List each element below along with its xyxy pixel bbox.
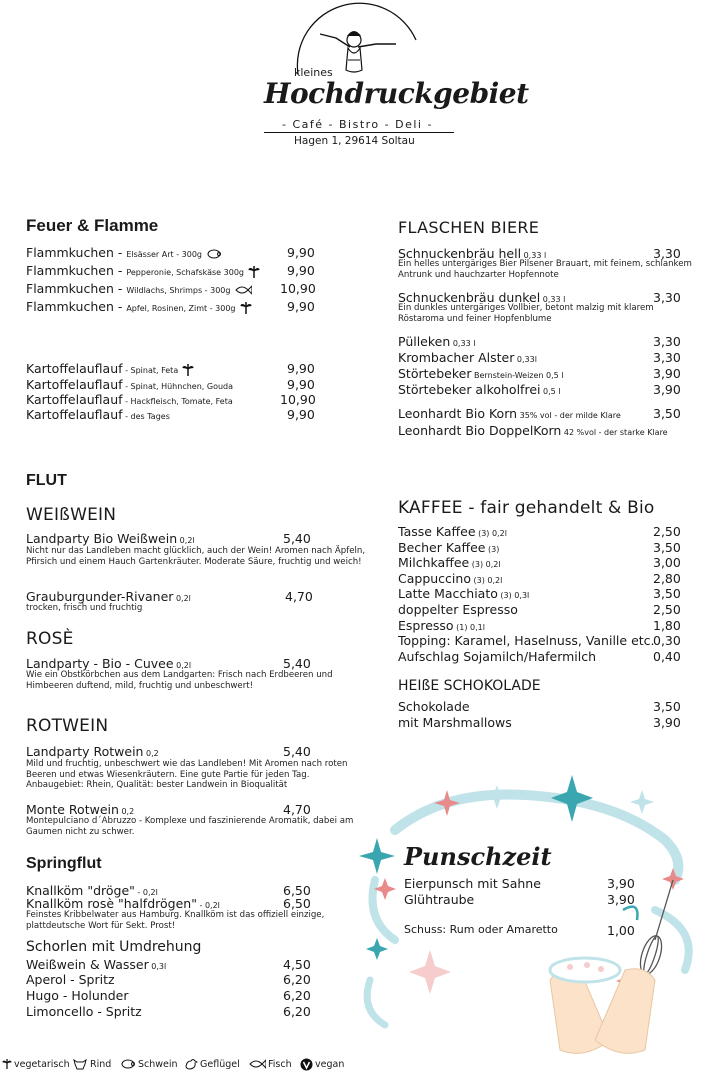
item-price: 5,40	[283, 744, 311, 759]
menu-item	[398, 649, 596, 664]
section-title-kaffee: KAFFEE - fair gehandelt & Bio	[398, 498, 655, 518]
item-name: Cappuccino	[398, 571, 471, 586]
item-detail: 42 %vol - der starke Klare	[561, 428, 668, 437]
menu-item	[398, 555, 501, 570]
item-price: 2,50	[653, 524, 681, 539]
menu-item	[398, 633, 655, 648]
section-title-springflut: Springflut	[26, 855, 102, 872]
item-price: 3,90	[653, 382, 681, 397]
item-price: 9,90	[287, 245, 315, 260]
item-name: Monte Rotwein	[26, 802, 119, 817]
item-name: Flammkuchen -	[26, 281, 127, 296]
item-detail: 0,33 l	[540, 295, 566, 304]
item-detail: 0,2l	[173, 594, 191, 603]
subsection-title-schokolade: HEIßE SCHOKOLADE	[398, 678, 541, 694]
menu-item	[26, 744, 159, 759]
item-price: 9,90	[287, 377, 315, 392]
item-detail: (3) 0,2l	[470, 576, 503, 585]
item-name: Landparty - Bio - Cuvee	[26, 656, 174, 671]
item-description: Feinstes Kribbelwater aus Hamburg. Knallköm ist das offiziell einzige, plattdeutsche Wort für Sekt. Prost!	[26, 910, 325, 931]
item-detail: 0,3l	[148, 962, 167, 971]
item-price: 1,80	[653, 618, 681, 633]
item-name: Krombacher Alster	[398, 350, 515, 365]
item-name: Knallköm "dröge"	[26, 883, 135, 898]
item-name: Limoncello - Spritz	[26, 1004, 142, 1019]
item-price: 3,00	[653, 555, 681, 570]
item-description: Wie ein Obstkörbchen aus dem Landgarten: Frisch nach Erdbeeren und Himbeeren duftend, mild, fruchtig und unbeschwert!	[26, 670, 333, 691]
legend-label: vegetarisch	[14, 1058, 70, 1070]
item-name: Landparty Bio Weißwein	[26, 531, 178, 546]
item-price: 6,20	[283, 1004, 311, 1019]
item-detail: 0,33 l	[450, 339, 476, 348]
menu-item: Eierpunsch mit Sahne	[404, 876, 541, 891]
fish-icon	[234, 285, 252, 295]
item-name: Espresso	[398, 618, 454, 633]
menu-item	[26, 988, 129, 1003]
item-price: 4,50	[283, 957, 311, 972]
item-price: 5,40	[283, 656, 311, 671]
menu-item	[398, 571, 502, 586]
item-detail: (1) 0,1l	[453, 623, 485, 632]
item-name: Flammkuchen -	[26, 263, 127, 278]
menu-item	[26, 299, 252, 314]
item-name: Weißwein & Wasser	[26, 957, 149, 972]
logo-rule	[264, 132, 454, 133]
item-price: 6,20	[283, 988, 311, 1003]
item-detail: Elsässer Art - 300g	[126, 250, 202, 259]
star-icon	[359, 838, 395, 874]
item-detail: Bernstein-Weizen 0,5 l	[471, 371, 564, 380]
logo	[258, 0, 529, 150]
vegetarian-icon	[2, 1058, 12, 1070]
item-detail: (3) 0,2l	[475, 529, 507, 538]
item-name: Schnuckenbräu dunkel	[398, 290, 541, 305]
item-name: Topping: Karamel, Haselnuss, Vanille etc.	[398, 633, 655, 648]
star-icon	[434, 790, 460, 816]
item-description: Mild und fruchtig, unbeschwert wie das Landleben! Mit Aromen nach roten Beeren und etwas Wiesenkräutern. Eine gute Partie für jeden Tag. Anbaugebiet: Rhein, Qualität: bester Landwein in Bioqualität	[26, 759, 348, 790]
legend-label: Geflügel	[200, 1058, 240, 1070]
vegetarian-icon	[248, 266, 260, 278]
item-price: 10,90	[280, 281, 316, 296]
item-name: Störtebeker alkoholfrei	[398, 382, 541, 397]
item-detail: Apfel, Rosinen, Zimt - 300g	[126, 304, 236, 313]
menu-item	[398, 366, 564, 381]
star-icon	[409, 950, 451, 994]
section-title-biere: FLASCHEN BIERE	[398, 218, 540, 237]
section-title-feuer: Feuer & Flamme	[26, 216, 159, 235]
beef-icon	[72, 1058, 88, 1070]
legend-item	[300, 1058, 344, 1071]
menu-item	[398, 423, 668, 438]
fish-icon	[248, 1058, 266, 1070]
item-detail: Wildlachs, Shrimps - 300g	[126, 286, 231, 295]
menu-item	[26, 656, 191, 671]
menu-item: mit Marshmallows	[398, 715, 512, 730]
pig-icon	[206, 249, 222, 259]
pinup-woman-illustration	[258, 0, 462, 80]
item-price: 0,30	[653, 633, 681, 648]
menu-item	[398, 350, 537, 365]
item-price: 3,90	[653, 715, 681, 730]
item-price: 3,50	[653, 540, 681, 555]
punch-cup-icon	[550, 958, 655, 1053]
item-name: Kartoffelauflauf	[26, 392, 123, 407]
legend-label: Schwein	[138, 1058, 178, 1070]
whisk-icon	[636, 880, 673, 977]
item-detail: Pepperonie, Schafskäse 300g	[126, 268, 244, 277]
menu-item	[398, 618, 485, 633]
menu-item	[26, 802, 134, 817]
address: Hagen 1, 29614 Soltau	[294, 135, 415, 147]
item-price: 3,50	[653, 586, 681, 601]
item-price: 3,90	[607, 892, 635, 907]
item-price: 6,20	[283, 972, 311, 987]
item-description: Ein helles untergäriges Bier Pilsener Brauart, mit feinem, schlankem Antrunk und hauchzarter Hopfennote	[398, 259, 692, 280]
item-name: Tasse Kaffee	[398, 524, 476, 539]
menu-item	[398, 406, 621, 421]
item-name: Hugo - Holunder	[26, 988, 129, 1003]
item-name: Grauburgunder-Rivaner	[26, 589, 174, 604]
item-price: 6,50	[283, 883, 311, 898]
menu-item	[398, 524, 507, 539]
punsch-decoration	[355, 770, 720, 1070]
item-name: Leonhardt Bio Korn	[398, 406, 518, 421]
star-icon	[366, 938, 388, 960]
section-title-flut: FLUT	[26, 472, 67, 489]
subsection-title-rotwein: ROTWEIN	[26, 716, 109, 736]
item-name: Schnuckenbräu hell	[398, 246, 522, 261]
legend-item	[72, 1058, 111, 1070]
item-name: Störtebeker	[398, 366, 472, 381]
item-detail: 35% vol - der milde Klare	[517, 411, 621, 420]
menu-item	[26, 377, 233, 392]
item-price: 3,90	[653, 366, 681, 381]
item-detail: (3)	[485, 545, 500, 554]
item-name: Flammkuchen -	[26, 245, 127, 260]
item-price: 9,90	[287, 407, 315, 422]
menu-item	[398, 334, 475, 349]
item-name: Kartoffelauflauf	[26, 377, 123, 392]
item-price: 2,50	[653, 602, 681, 617]
logo-kleines: kleines	[294, 66, 333, 79]
item-price: 2,80	[653, 571, 681, 586]
item-name: Pülleken	[398, 334, 451, 349]
item-name: Milchkaffee	[398, 555, 470, 570]
item-name: Kartoffelauflauf	[26, 361, 123, 376]
item-name: Kartoffelauflauf	[26, 407, 123, 422]
item-detail: 0,33 l	[521, 251, 547, 260]
item-detail: (3) 0,3l	[497, 591, 530, 600]
item-name: doppelter Espresso	[398, 602, 518, 617]
vegan-icon	[300, 1058, 313, 1071]
menu-item	[398, 586, 529, 601]
chicken-icon	[184, 1058, 198, 1070]
subsection-title-weisswein: WEIßWEIN	[26, 505, 117, 525]
item-price: 4,70	[285, 589, 313, 604]
menu-item	[398, 540, 499, 555]
menu-item	[26, 972, 115, 987]
menu-item	[26, 589, 191, 604]
legend-item	[120, 1058, 178, 1070]
item-name: Latte Macchiato	[398, 586, 498, 601]
menu-item	[26, 392, 233, 407]
legend-item	[184, 1058, 240, 1070]
item-name: Flammkuchen -	[26, 299, 127, 314]
item-price: 3,30	[653, 334, 681, 349]
menu-item	[26, 263, 260, 278]
logo-tagline: - Café - Bistro - Deli -	[282, 118, 433, 131]
item-detail: - Spinat, Feta	[122, 366, 179, 375]
menu-item: Glühtraube	[404, 892, 475, 907]
legend-label: Fisch	[268, 1058, 292, 1070]
item-detail: - 0,2l	[196, 901, 220, 910]
item-description: trocken, frisch und fruchtig	[26, 603, 143, 613]
item-name: Aperol - Spritz	[26, 972, 115, 987]
item-price: 6,50	[283, 896, 311, 911]
menu-item	[26, 896, 220, 911]
item-detail: - 0,2l	[134, 888, 158, 897]
subsection-title-schorlen: Schorlen mit Umdrehung	[26, 939, 202, 955]
legend-item	[248, 1058, 292, 1070]
item-detail: 0,2l	[177, 536, 195, 545]
item-detail: - Spinat, Hühnchen, Gouda	[122, 382, 234, 391]
vegetarian-icon	[240, 302, 252, 314]
item-price: 1,00	[607, 923, 635, 938]
legend-label: vegan	[315, 1059, 345, 1070]
menu-item	[398, 382, 561, 397]
item-price: 9,90	[287, 263, 315, 278]
item-price: 10,90	[280, 392, 316, 407]
item-price: 3,30	[653, 246, 681, 261]
item-price: 9,90	[287, 361, 315, 376]
item-name: Leonhardt Bio DoppelKorn	[398, 423, 562, 438]
item-detail: (3) 0,2l	[469, 560, 501, 569]
item-detail: 0,5 l	[540, 387, 561, 396]
subsection-title-rose: ROSÈ	[26, 629, 74, 649]
punsch-title: Punschzeit	[404, 842, 552, 871]
item-price: 9,90	[287, 299, 315, 314]
star-icon	[551, 775, 593, 822]
item-price: 3,30	[653, 350, 681, 365]
item-price: 3,50	[653, 699, 681, 714]
legend-item	[2, 1058, 70, 1070]
menu-item	[26, 1004, 142, 1019]
item-price: 4,70	[283, 802, 311, 817]
item-name: Aufschlag Sojamilch/Hafermilch	[398, 649, 597, 664]
menu-item: Schokolade	[398, 699, 470, 714]
star-icon	[630, 790, 654, 814]
menu-item	[26, 531, 195, 546]
menu-item: Schuss: Rum oder Amaretto	[404, 923, 558, 936]
item-description: Ein dunkles untergäriges Vollbier, betont malzig mit klarem Röstaroma und feiner Hopfenblume	[398, 303, 654, 324]
item-description: Montepulciano d´Abruzzo - Komplexe und faszinierende Aromatik, dabei am Gaumen nicht zu schwer.	[26, 816, 354, 837]
menu-item	[26, 361, 194, 376]
item-detail: 0,2	[118, 807, 135, 816]
item-price: 0,40	[653, 649, 681, 664]
item-detail: 0,33l	[514, 355, 537, 364]
item-detail: - des Tages	[122, 412, 170, 421]
menu-item	[398, 602, 518, 617]
menu-item	[26, 281, 252, 296]
vegetarian-icon	[182, 364, 194, 376]
item-name: Landparty Rotwein	[26, 744, 144, 759]
legend-label: Rind	[90, 1058, 112, 1070]
item-detail: 0,2l	[173, 661, 192, 670]
item-price: 3,90	[607, 876, 635, 891]
pig-icon	[120, 1058, 136, 1070]
menu-item	[26, 957, 166, 972]
item-name: Knallköm rosè "halfdrögen"	[26, 896, 197, 911]
item-price: 3,50	[653, 406, 681, 421]
item-detail: 0,2	[143, 749, 159, 758]
menu-item	[26, 407, 170, 422]
star-icon	[485, 785, 509, 809]
item-name: Becher Kaffee	[398, 540, 486, 555]
logo-name: Hochdruckgebiet	[264, 77, 529, 110]
menu-item	[26, 245, 222, 260]
item-description: Nicht nur das Landleben macht glücklich, auch der Wein! Aromen nach Äpfeln, Pfirsich und einem Hauch Gartenkräuter. Moderate Säure, fruchtig und weich!	[26, 546, 366, 567]
item-price: 5,40	[283, 531, 311, 546]
item-price: 3,30	[653, 290, 681, 305]
item-detail: - Hackfleisch, Tomate, Feta	[122, 397, 233, 406]
